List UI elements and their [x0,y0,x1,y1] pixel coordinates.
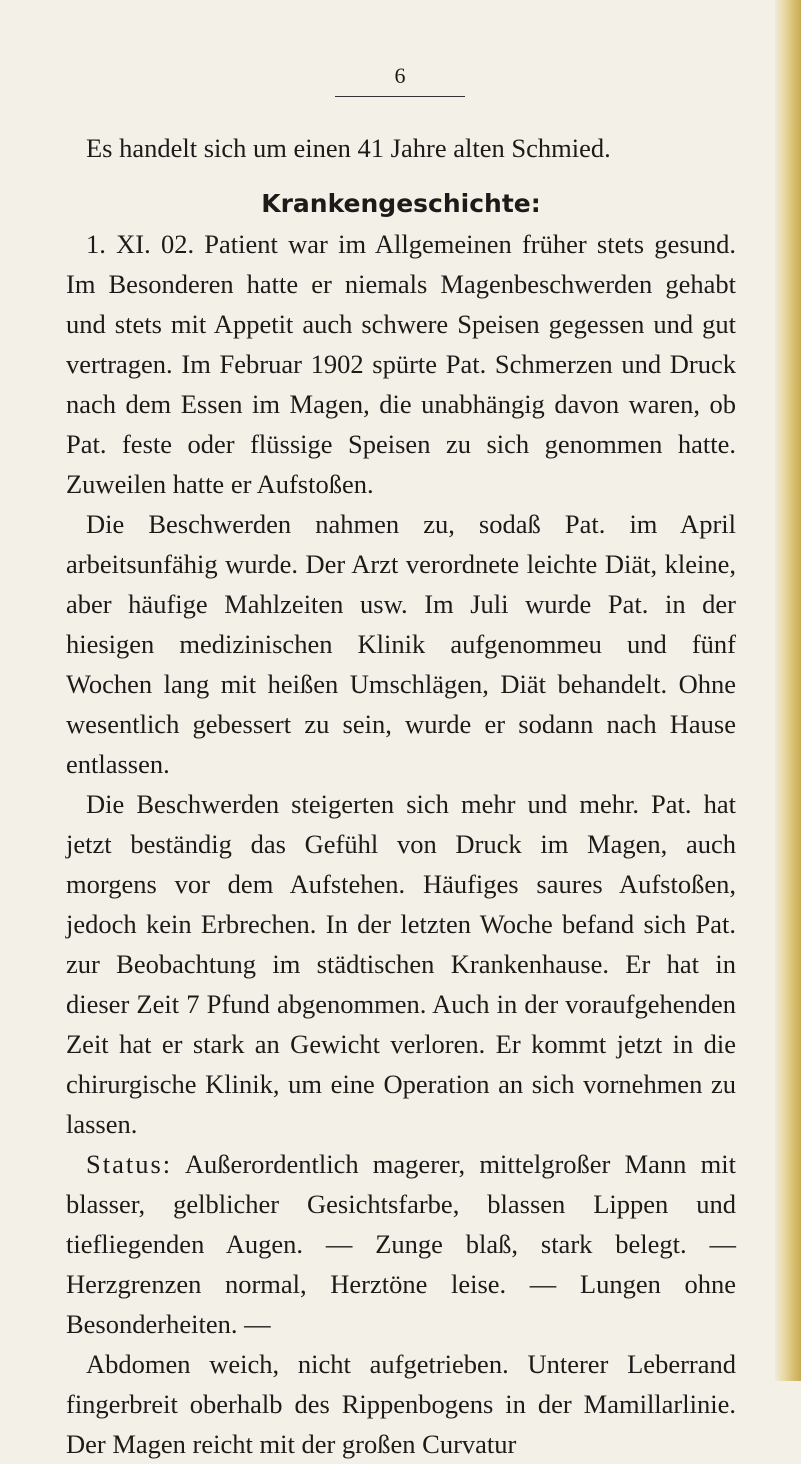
status-label: Status: [86,1149,173,1179]
section-heading: Krankengeschichte: [261,189,541,218]
paragraph-progression: Die Beschwerden steigerten sich mehr und mehr. Pat. hat jetzt beständig das Gefühl von Druck im Magen, auch morgens vor dem Aufstehen. Häufiges saures Aufstoßen, jedoch kein Erbrechen. In der letzten Woche befand sich Pat. zur Beobachtung im städtischen Krankenhause. Er hat in dieser Zeit 7 Pfund abgenommen. Auch in der voraufgehenden Zeit hat er stark an Gewicht verloren. Er kommt jetzt in die chirurgische Klinik, um eine Operation an sich vornehmen zu lassen. [66,789,736,1139]
page-number: 6 [394,63,406,88]
paragraph-status [66,1144,736,1344]
body-text [66,128,736,1464]
intro-line: Es handelt sich um einen 41 Jahre alten Schmied. [86,133,611,163]
paragraph-history: 1. XI. 02. Patient war im Allgemeinen früher stets gesund. Im Besonderen hatte er niemals Magenbeschwerden gehabt und stets mit Appetit auch schwere Speisen gegessen und gut vertragen. Im Februar 1902 spürte Pat. Schmerzen und Druck nach dem Essen im Magen, die unabhängig davon waren, ob Pat. feste oder flüssige Speisen zu sich genommen hatte. Zuweilen hatte er Aufstoßen. [66,229,736,499]
paragraph-complaints: Die Beschwerden nahmen zu, sodaß Pat. im April arbeitsunfähig wurde. Der Arzt verordnete leichte Diät, kleine, aber häufige Mahlzeiten usw. Im Juli wurde Pat. in der hiesigen medizinischen Klinik aufgenommeu und fünf Wochen lang mit heißen Umschlägen, Diät behandelt. Ohne wesentlich gebessert zu sein, wurde er sodann nach Hause entlassen. [66,509,736,779]
status-text: Außerordentlich magerer, mittelgroßer Mann mit blasser, gelblicher Gesichtsfarbe, blassen Lippen und tiefliegenden Augen. — Zunge blaß, stark belegt. — Herzgrenzen normal, Herztöne leise. — Lungen ohne Besonderheiten. — [66,1149,736,1339]
page-number-rule [335,96,465,97]
paragraph-abdomen: Abdomen weich, nicht aufgetrieben. Unterer Leberrand fingerbreit oberhalb des Rippenbogens in der Mamillarlinie. Der Magen reicht mit der großen Curvatur [66,1349,736,1459]
page-edge [775,0,801,1381]
